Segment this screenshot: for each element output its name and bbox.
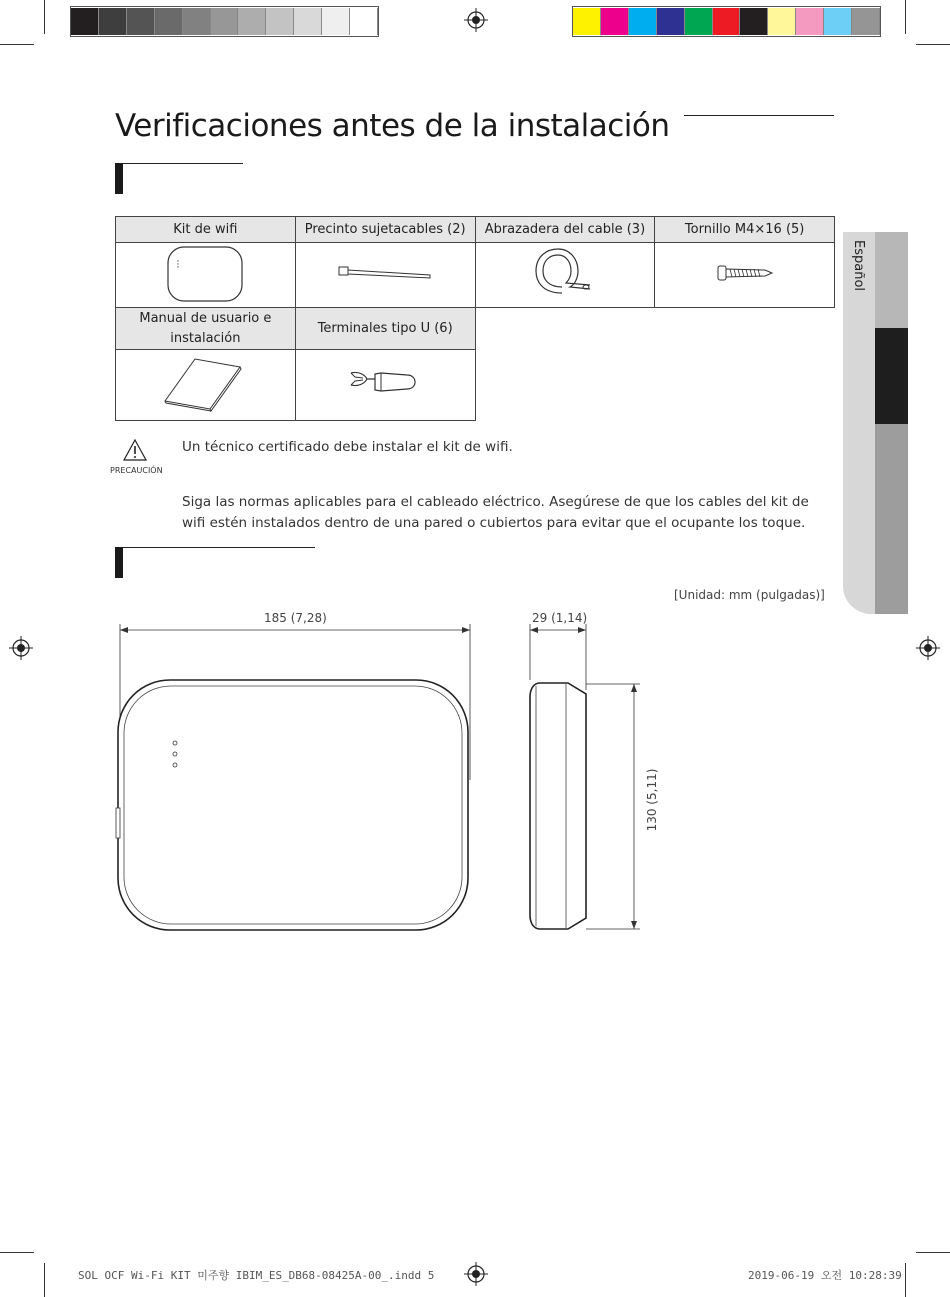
parts-header-cable-tie: Precinto sujetacables (2) [295, 217, 475, 243]
caution-text-wiring: Siga las normas aplicables para el cableado eléctrico. Asegúrese de que los cables del kit de wifi estén instalados dentro de una pared o cubiertos para evitar que el ocupante los toque. [182, 494, 809, 531]
tab-block-active [875, 328, 908, 424]
dimension-width-label: 185 (7,28) [264, 611, 327, 625]
unit-note: [Unidad: mm (pulgadas)] [674, 588, 825, 602]
tab-block [875, 232, 908, 328]
parts-header-wifi-kit: Kit de wifi [116, 217, 296, 243]
page-title: Verificaciones antes de la instalación [115, 108, 670, 144]
language-tab-label: Español [851, 240, 866, 292]
parts-header-cable-clamp: Abrazadera del cable (3) [475, 217, 655, 243]
dimension-height-label: 130 (5,11) [645, 768, 659, 832]
wifi-kit-side-view [530, 683, 586, 929]
parts-header-manual: Manual de usuario e instalación [116, 308, 296, 350]
wifi-kit-front-view [116, 680, 468, 930]
tab-block [875, 424, 908, 614]
parts-header-u-terminals: Terminales tipo U (6) [295, 308, 475, 350]
caution-text-technician: Un técnico certificado debe instalar el kit de wifi. [182, 439, 513, 455]
footer-timestamp: 2019-06-19 오전 10:28:39 [748, 1269, 902, 1282]
dimension-depth-label: 29 (1,14) [532, 611, 588, 625]
caution-label: PRECAUCIÓN [110, 466, 163, 475]
footer-filename: SOL OCF Wi-Fi KIT 미주향 IBIM_ES_DB68-08425A-00_.indd 5 [78, 1269, 435, 1282]
parts-header-screw: Tornillo M4×16 (5) [655, 217, 835, 243]
